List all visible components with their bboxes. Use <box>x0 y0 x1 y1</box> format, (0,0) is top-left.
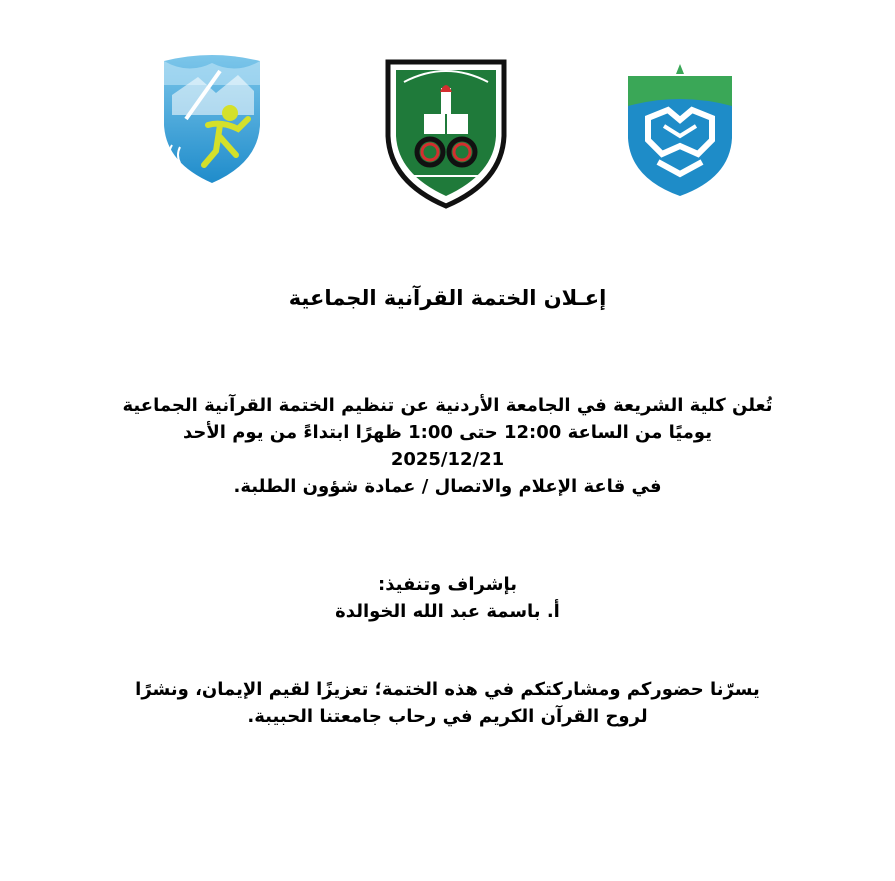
sharia-faculty-logo <box>624 62 736 200</box>
supervisor-name: أ. باسمة عبد الله الخوالدة <box>335 601 560 622</box>
sports-faculty-logo <box>158 55 266 187</box>
body-line: يوميًا من الساعة 12:00 حتى 1:00 ظهرًا ابتداءً من يوم الأحد <box>183 422 712 443</box>
closing-paragraph <box>60 676 835 730</box>
body-line: في قاعة الإعلام والاتصال / عمادة شؤون الطلبة. <box>233 476 662 497</box>
closing-line: يسرّنا حضوركم ومشاركتكم في هذه الختمة؛ تعزيزًا لقيم الإيمان، ونشرًا <box>135 679 760 700</box>
supervision-block <box>60 571 835 625</box>
announcement-title: إعـلان الختمة القرآنية الجماعية <box>288 286 607 310</box>
supervision-label: بإشراف وتنفيذ: <box>378 574 517 595</box>
body-line: تُعلن كلية الشريعة في الجامعة الأردنية عن تنظيم الختمة القرآنية الجماعية <box>122 395 773 416</box>
closing-line: لروح القرآن الكريم في رحاب جامعتنا الحبيبة. <box>247 706 648 727</box>
university-of-jordan-logo <box>384 56 508 210</box>
logos-row <box>0 0 895 230</box>
body-date: 2025/12/21 <box>390 449 505 470</box>
announcement-body <box>60 392 835 500</box>
